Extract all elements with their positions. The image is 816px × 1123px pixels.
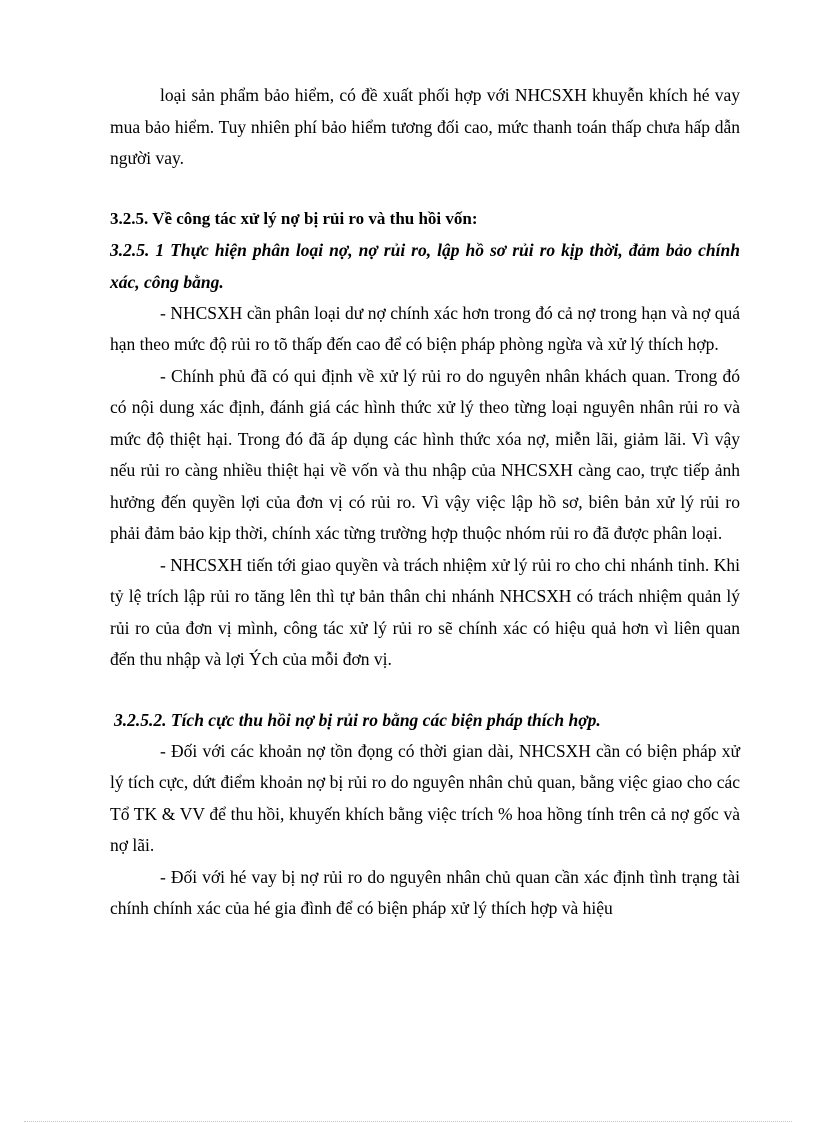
body-paragraph: - Đối với hé vay bị nợ rủi ro do nguyên nhân chủ quan cần xác định tình trạng tài chính chính xác của hé gia đình để có biện pháp xử lý thích hợp và hiệu: [110, 866, 740, 918]
body-paragraph: - NHCSXH tiến tới giao quyền và trách nhiệm xử lý rủi ro cho chi nhánh tỉnh. Khi tỷ lệ trích lập rủi ro tăng lên thì tự bản thân chi nhánh NHCSXH có trách nhiệm quản lý rủi ro của đơn vị mình, công tác xử lý rủi ro sẽ chính xác có hiệu quả hơn vì liên quan đến thu nhập và lợi Ých của mỗi đơn vị.: [110, 554, 740, 669]
body-paragraph: - Đối với các khoản nợ tồn đọng có thời gian dài, NHCSXH cần có biện pháp xử lý tích cực, dứt điểm khoản nợ bị rủi ro do nguyên nhân chủ quan, bằng việc giao cho các Tổ TK & VV để thu hồi, khuyến khích bằng việc trích % hoa hồng tính trên cả nợ gốc và nợ lãi.: [110, 740, 740, 855]
document-page: [110, 80, 740, 925]
subsection-heading: 3.2.5. 1 Thực hiện phân loại nợ, nợ rủi ro, lập hồ sơ rủi ro kịp thời, đảm bảo chính xác, công bằng.: [110, 239, 740, 292]
body-paragraph: - Chính phủ đã có qui định về xử lý rủi ro do nguyên nhân khách quan. Trong đó có nội dung xác định, đánh giá các hình thức xử lý theo từng loại nguyên nhân rủi ro và mức độ thiệt hại. Trong đó đã áp dụng các hình thức xóa nợ, miễn lãi, giảm lãi. Vì vậy nếu rủi ro càng nhiều thiệt hại về vốn và thu nhập của NHCSXH càng cao, trực tiếp ảnh hưởng đến quyền lợi của đơn vị có rủi ro. Vì vậy việc lập hồ sơ, biên bản xử lý rủi ro phải đảm bảo kịp thời, chính xác từng trường hợp thuộc nhóm rủi ro đã được phân loại.: [110, 365, 740, 543]
body-paragraph: - NHCSXH cần phân loại dư nợ chính xác hơn trong đó cả nợ trong hạn và nợ quá hạn theo mức độ rủi ro tõ thấp đến cao để có biện pháp phòng ngừa và xử lý thích hợp.: [110, 302, 740, 354]
page-bottom-rule: [24, 1121, 792, 1122]
body-paragraph: loại sản phẩm bảo hiểm, có đề xuất phối hợp với NHCSXH khuyễn khích hé vay mua bảo hiểm. Tuy nhiên phí bảo hiểm tương đối cao, mức thanh toán thấp chưa hấp dẫn người vay.: [110, 85, 740, 168]
section-heading: 3.2.5. Về công tác xử lý nợ bị rủi ro và thu hồi vốn:: [110, 208, 478, 228]
subsection-heading: 3.2.5.2. Tích cực thu hồi nợ bị rủi ro bằng các biện pháp thích hợp.: [114, 709, 601, 730]
